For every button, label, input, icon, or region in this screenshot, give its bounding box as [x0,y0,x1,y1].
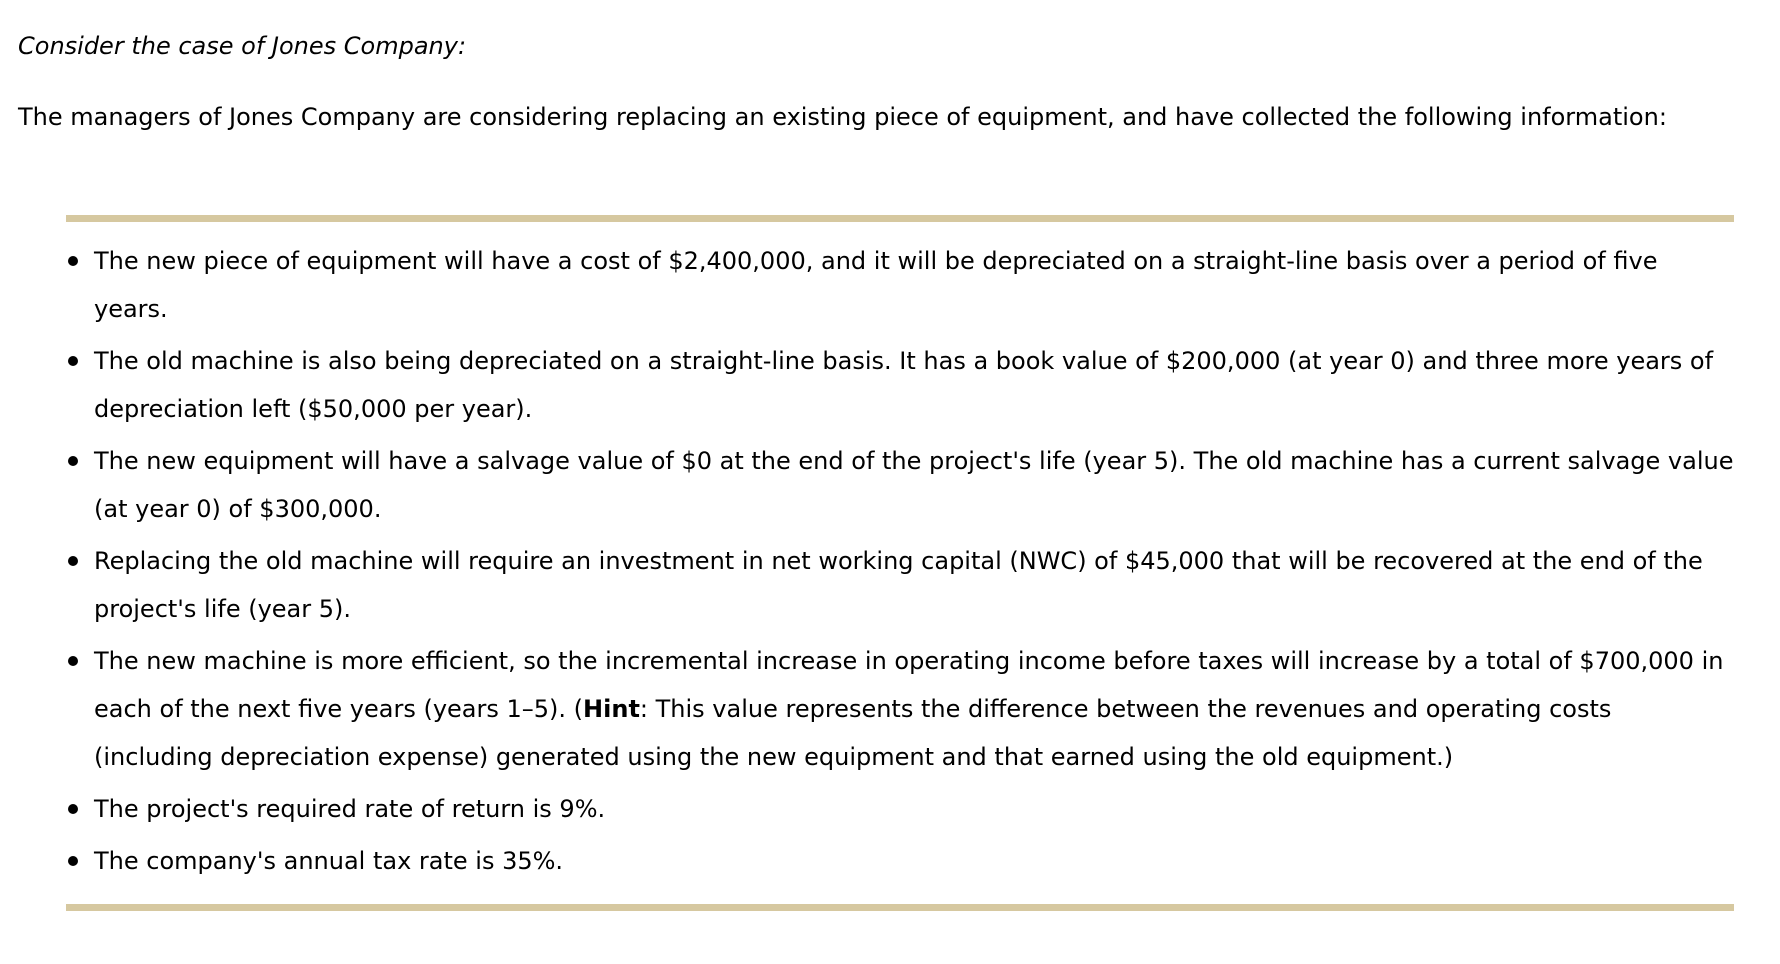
list-item [66,537,1734,633]
list-item-text: The company's annual tax rate is 35%. [94,847,564,875]
list-item [66,337,1734,433]
info-list [66,237,1734,889]
hint-label: Hint [583,695,640,723]
bullet-icon [68,356,78,366]
list-item-text: The new piece of equipment will have a cost of $2,400,000, and it will be depreciated on a straight-line basis over a period of five years. [94,247,1658,323]
bullet-icon [68,456,78,466]
list-item [66,437,1734,533]
hint-prefix-text: The new machine is more efficient, so the incremental increase in operating income before taxes will increase by a total of $700,000 in each of the next five years (years 1–5). ( [94,647,1724,723]
list-item [66,237,1734,333]
list-item-text: The new equipment will have a salvage value of $0 at the end of the project's life (year 5). The old machine has a current salvage value (at year 0) of $300,000. [94,447,1734,523]
bullet-icon [68,556,78,566]
list-item-text: Replacing the old machine will require an investment in net working capital (NWC) of $45,000 that will be recovered at the end of the project's life (year 5). [94,547,1703,623]
hint-body-text: : This value represents the difference between the revenues and operating costs (including depreciation expense) generated using the new equipment and that earned using the old equipment.) [94,695,1612,771]
bullet-icon [68,804,78,814]
intro-text: Consider the case of Jones Company: [18,32,467,60]
bottom-divider [66,904,1734,911]
bullet-icon [68,256,78,266]
bullet-icon [68,656,78,666]
list-item-text: The old machine is also being depreciated on a straight-line basis. It has a book value of $200,000 (at year 0) and three more years of depreciation left ($50,000 per year). [94,347,1714,423]
list-item-text [94,647,1723,771]
list-item [66,785,1734,833]
bullet-icon [68,856,78,866]
list-item [66,837,1734,885]
list-item [66,637,1734,781]
top-divider [66,215,1734,222]
lead-paragraph: The managers of Jones Company are considering replacing an existing piece of equipment, and have collected the following information: [18,103,1667,131]
list-item-text: The project's required rate of return is 9%. [94,795,606,823]
